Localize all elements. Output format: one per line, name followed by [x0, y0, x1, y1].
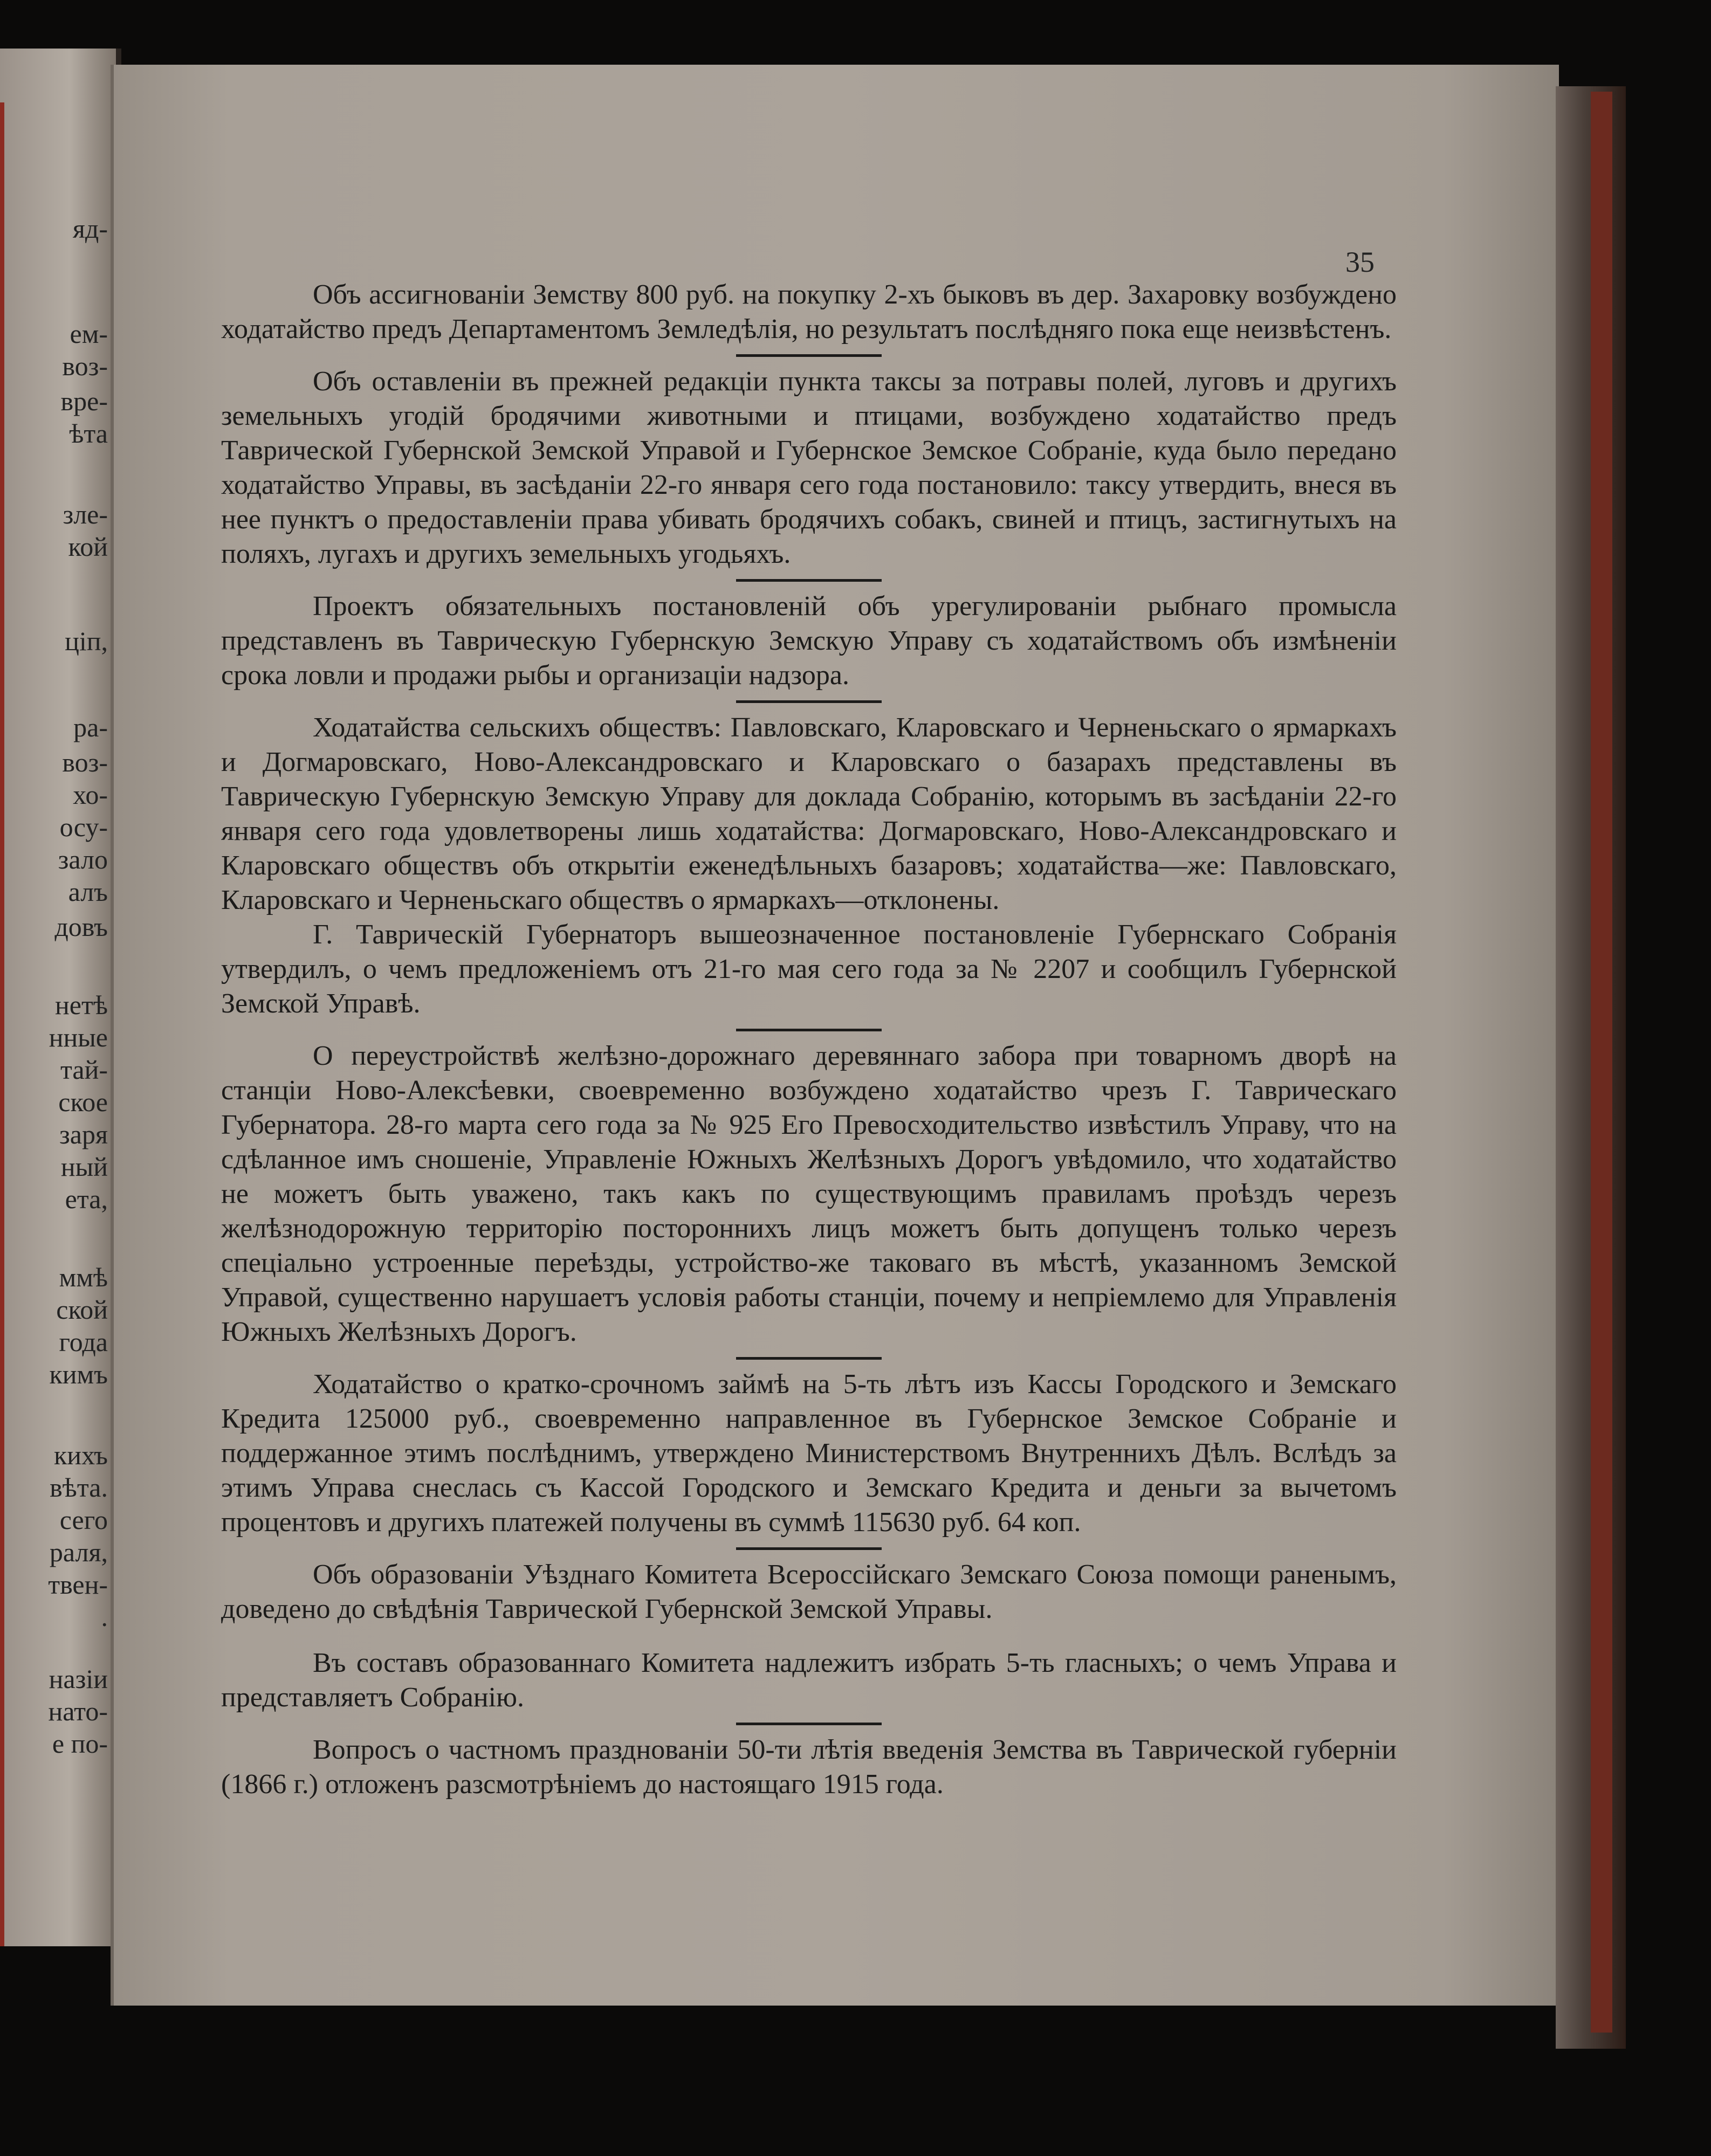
left-page-fragment: алъ	[68, 877, 108, 907]
paragraph: Объ ассигнованіи Земству 800 руб. на покупку 2-хъ быковъ въ дер. Захаровку возбуждено ходатайство предъ Департаментомъ Земледѣлія, но результатъ послѣдняго пока еще неизвѣстенъ.	[221, 279, 1397, 345]
left-page-fragment: ра-	[73, 712, 108, 742]
separator-rule	[736, 1357, 882, 1360]
left-page-fragment: ета,	[65, 1184, 108, 1214]
left-page-fragment: ской	[56, 1294, 108, 1325]
paragraph: Вопросъ о частномъ празднованіи 50-ти лѣтія введенія Земства въ Таврической губерніи (1866 г.) отложенъ разсмотрѣніемъ до настоящаго 1915 года.	[221, 1734, 1397, 1800]
left-page-fragment: заря	[59, 1119, 108, 1149]
left-page-fragment: воз-	[62, 747, 108, 777]
left-page-fragment: раля,	[49, 1537, 108, 1567]
separator-rule	[736, 1547, 882, 1550]
left-page-fragment: твен-	[48, 1569, 108, 1600]
paragraph: Объ образованіи Уѣзднаго Комитета Всероссійскаго Земскаго Союза помощи раненымъ, доведено до свѣдѣнія Таврической Губернской Земской Управы.	[221, 1559, 1397, 1624]
left-page-fragment: довъ	[54, 912, 108, 942]
left-page-fragment: нато-	[48, 1696, 108, 1726]
separator-rule	[736, 1723, 882, 1725]
page-number: 35	[1345, 246, 1375, 278]
left-page-fragment: тай-	[60, 1055, 108, 1085]
left-page-fragment: яд-	[72, 213, 108, 244]
left-page-fragment: ем-	[70, 319, 108, 349]
paragraph: Г. Таврическій Губернаторъ вышеозначенное постановленіе Губернскаго Собранія утвердилъ, о чемъ предложеніемъ отъ 21-го мая сего года за № 2207 и сообщилъ Губернской Земской Управѣ.	[221, 919, 1397, 1019]
paragraph: Объ оставленіи въ прежней редакціи пункта таксы за потравы полей, луговъ и другихъ земельныхъ угодій бродячими животными и птицами, возбуждено ходатайство предъ Таврической Губернской Земской Управой и Губернское Земское Собраніе, куда было передано ходатайство Управы, въ засѣданіи 22-го января сего года постановило: таксу утвердить, внеся въ нее пунктъ о предоставленіи права убивать бродячихъ собакъ, свиней и птицъ, застигнутыхъ на поляхъ, лугахъ и другихъ земельныхъ угодьяхъ.	[221, 366, 1397, 569]
left-page-fragment: нетѣ	[55, 990, 108, 1020]
paragraph: Въ составъ образованнаго Комитета надлежитъ избрать 5-ть гласныхъ; о чемъ Управа и представляетъ Собранію.	[221, 1648, 1397, 1713]
left-page-fragment: ское	[58, 1087, 108, 1117]
left-page-fragment: осу-	[59, 812, 108, 842]
separator-rule	[736, 700, 882, 703]
left-page-fragment: вре-	[60, 386, 108, 416]
left-page-fragment: года	[59, 1327, 108, 1357]
separator-rule	[736, 1029, 882, 1031]
left-page-fragment: кихъ	[54, 1440, 108, 1470]
left-page	[0, 49, 121, 1946]
left-page-fragment: вѣта.	[50, 1472, 108, 1503]
left-page-fragment: зле-	[63, 499, 108, 529]
left-page-fragment: зало	[58, 844, 108, 874]
left-page-fragment: кой	[68, 532, 108, 562]
separator-rule	[736, 354, 882, 357]
left-page-fragment: ный	[60, 1152, 108, 1182]
left-page-fragment: кимъ	[49, 1359, 108, 1389]
left-page-fragment: е по-	[52, 1728, 108, 1759]
paragraph: Проектъ обязательныхъ постановленій объ урегулированіи рыбнаго промысла представленъ въ Таврическую Губернскую Земскую Управу съ ходатайствомъ объ измѣненіи срока ловли и продажи рыбы и организаціи надзора.	[221, 591, 1397, 691]
left-page-fragment: хо-	[73, 780, 108, 810]
left-page-fragment: воз-	[62, 351, 108, 381]
paragraph: Ходатайство о кратко-срочномъ займѣ на 5-ть лѣтъ изъ Кассы Городского и Земскаго Кредита 125000 руб., своевременно направленное въ Губернское Земское Собраніе и поддержанное этимъ послѣднимъ, утверждено Министерствомъ Внутреннихъ Дѣлъ. Вслѣдъ за этимъ Управа снеслась съ Кассой Городского и Земскаго Кредита и деньги за вычетомъ процентовъ и другихъ платежей получены въ суммѣ 115630 руб. 64 коп.	[221, 1369, 1397, 1538]
left-page-fragment: ѣта	[69, 418, 108, 449]
left-page-fragment: сего	[59, 1505, 108, 1535]
left-page-fragment: .	[101, 1602, 108, 1632]
left-page-fragment: нные	[49, 1022, 108, 1052]
left-page-fragment: ціп,	[65, 626, 108, 656]
left-page-fragment: ммѣ	[59, 1262, 108, 1292]
book-cover-edge	[1591, 92, 1612, 2033]
paragraph: О переустройствѣ желѣзно-дорожнаго деревяннаго забора при товарномъ дворѣ на станціи Ново-Алексѣевки, своевременно возбуждено ходатайство чрезъ Г. Таврическаго Губернатора. 28-го марта сего года за № 925 Его Превосходительство извѣстилъ Управу, что на сдѣланное имъ сношеніе, Управленіе Южныхъ Желѣзныхъ Дорогъ увѣдомило, что ходатайство не можетъ быть уважено, такъ какъ по существующимъ правиламъ проѣздъ черезъ желѣзнодорожную территорію постороннихъ лицъ можетъ быть допущенъ только черезъ спеціально устроенные переѣзды, устройство-же таковаго въ мѣстѣ, указанномъ Земской Управой, существенно нарушаетъ условія работы станціи, почему и непріемлемо для Управленія Южныхъ Желѣзныхъ Дорогъ.	[221, 1041, 1397, 1347]
page-text	[221, 278, 1397, 1802]
paragraph: Ходатайства сельскихъ обществъ: Павловскаго, Кларовскаго и Черненьскаго о ярмаркахъ и Догмаровскаго, Ново-Александровскаго и Кларовскаго о базарахъ представлены въ Таврическую Губернскую Земскую Управу для доклада Собранію, которымъ въ засѣданіи 22-го января сего года удовлетворены лишь ходатайства: Догмаровскаго, Ново-Александровскаго и Кларовскаго обществъ объ открытіи еженедѣльныхъ базаровъ; ходатайства—же: Павловскаго, Кларовскаго и Черненьскаго обществъ о ярмаркахъ—отклонены.	[221, 712, 1397, 915]
left-page-fragment: назіи	[49, 1664, 108, 1694]
separator-rule	[736, 579, 882, 582]
